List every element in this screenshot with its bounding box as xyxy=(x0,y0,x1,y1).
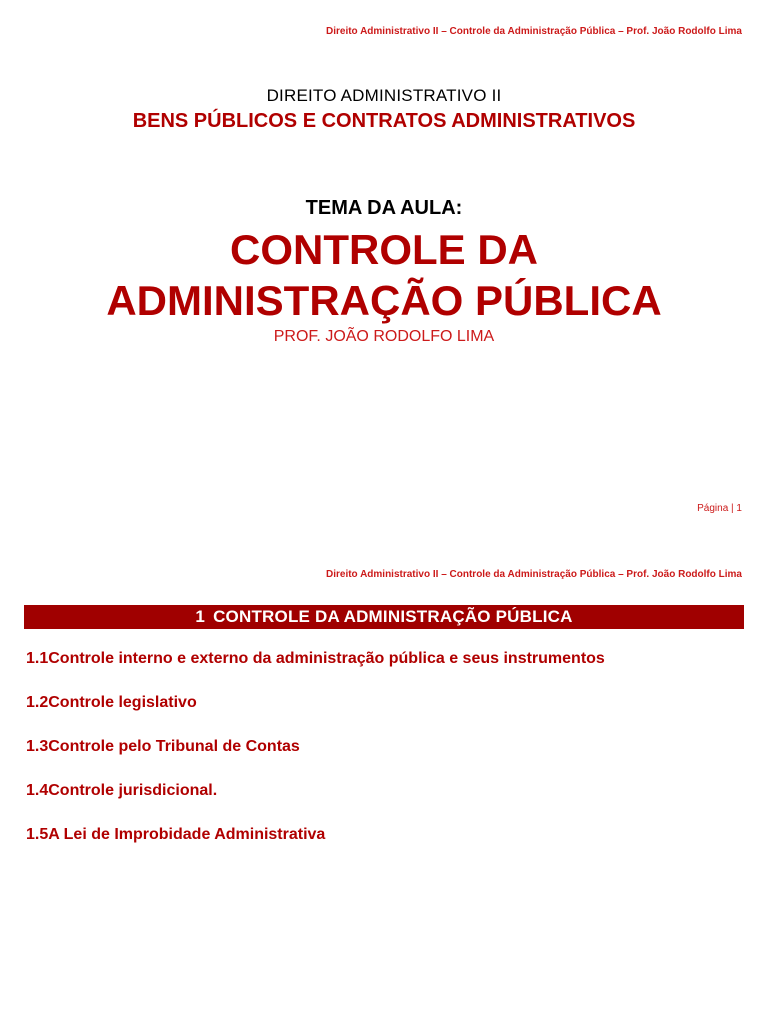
toc-item[interactable]: 1.3Controle pelo Tribunal de Contas xyxy=(26,738,300,755)
lecture-title xyxy=(0,224,768,326)
theme-label: TEMA DA AULA: xyxy=(305,197,463,219)
professor-name: PROF. JOÃO RODOLFO LIMA xyxy=(273,328,495,345)
toc-item[interactable]: 1.5A Lei de Improbidade Administrativa xyxy=(26,826,326,843)
toc-item[interactable]: 1.1Controle interno e externo da administração pública e seus instrumentos xyxy=(26,650,605,667)
running-header: Direito Administrativo II – Controle da Administração Pública – Prof. João Rodolfo Lima xyxy=(326,569,742,580)
table-of-contents xyxy=(26,650,605,870)
running-header: Direito Administrativo II – Controle da Administração Pública – Prof. João Rodolfo Lima xyxy=(326,26,742,37)
section-heading-bar xyxy=(24,605,744,629)
lecture-title-line-2: ADMINISTRAÇÃO PÚBLICA xyxy=(106,277,662,324)
lecture-title-line-1: CONTROLE DA xyxy=(230,226,538,273)
section-number: 1 xyxy=(195,607,206,626)
page-number: Página | 1 xyxy=(697,503,742,514)
module-title: BENS PÚBLICOS E CONTRATOS ADMINISTRATIVOS xyxy=(132,110,636,132)
contents-page xyxy=(0,530,768,1024)
course-title: DIREITO ADMINISTRATIVO II xyxy=(266,86,502,105)
toc-item[interactable]: 1.2Controle legislativo xyxy=(26,694,197,711)
toc-item[interactable]: 1.4Controle jurisdicional. xyxy=(26,782,218,799)
section-title: CONTROLE DA ADMINISTRAÇÃO PÚBLICA xyxy=(213,607,573,626)
